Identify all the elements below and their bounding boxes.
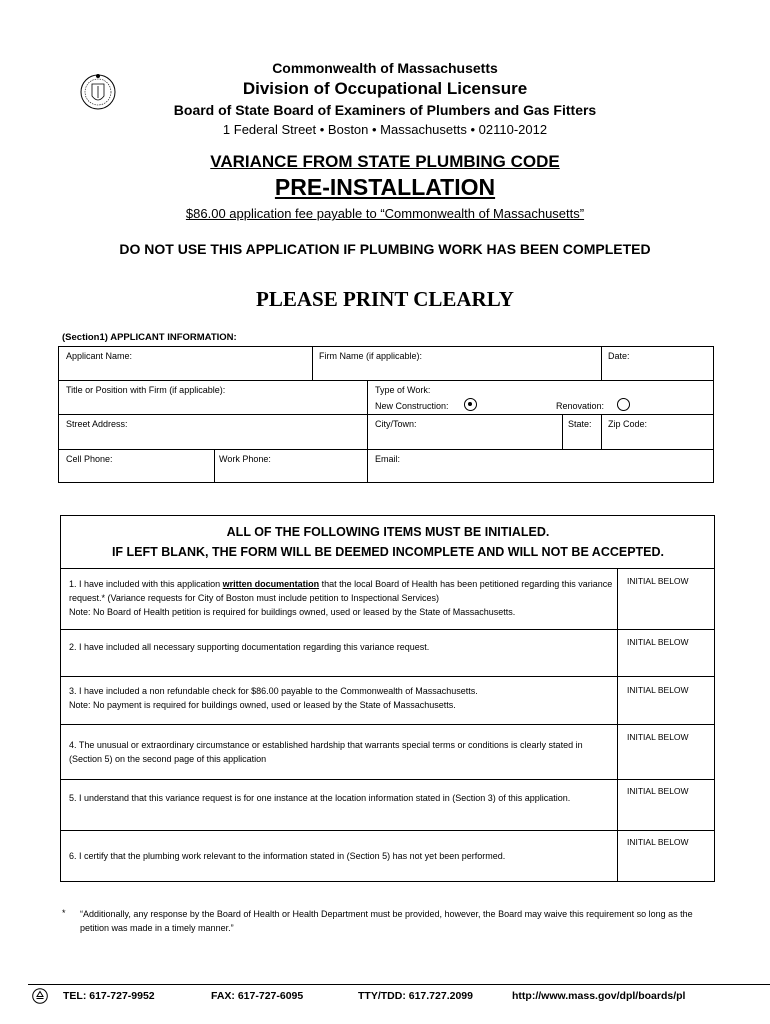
item-2-initial-field[interactable]: INITIAL BELOW [627, 637, 689, 647]
col-divider [601, 414, 602, 449]
street-address-field[interactable]: Street Address: [66, 419, 128, 429]
col-divider [367, 414, 368, 449]
col-divider [367, 380, 368, 414]
completed-work-warning: DO NOT USE THIS APPLICATION IF PLUMBING WORK HAS BEEN COMPLETED [119, 241, 651, 257]
city-town-field[interactable]: City/Town: [375, 419, 417, 429]
item-1-post: that the local Board of Health has been petitioned regarding this variance request.* (Variance requests for City of Boston must include petition to Inspectional Services) [69, 579, 613, 603]
board-heading: Board of State Board of Examiners of Plumbers and Gas Fitters [173, 102, 597, 118]
renovation-label: Renovation: [556, 401, 605, 411]
form-subtitle: PRE-INSTALLATION [274, 174, 496, 200]
footer-tty: TTY/TDD: 617.727.2099 [358, 990, 473, 1002]
item-3-note: Note: No payment is required for buildings owned, used or leased by the State of Massachusetts. [69, 700, 456, 710]
item-5-text: 5. I understand that this variance request is for one instance at the location information stated in (Section 3) of this application. [69, 793, 571, 803]
footer-telephone: TEL: 617-727-9952 [63, 990, 155, 1002]
division-heading: Division of Occupational Licensure [242, 79, 528, 98]
footer-website-link[interactable]: http://www.mass.gov/dpl/boards/pl [512, 990, 686, 1002]
applicant-name-field[interactable]: Applicant Name: [66, 351, 133, 361]
item-3-main: 3. I have included a non refundable check for $86.00 payable to the Commonwealth of Massachusetts. [69, 686, 478, 696]
new-construction-label: New Construction: [375, 401, 449, 411]
recycle-icon [32, 988, 48, 1004]
item-1-text [69, 577, 614, 619]
col-divider [214, 449, 215, 482]
row-divider [59, 414, 713, 415]
applicant-info-table [58, 346, 714, 483]
initial-requirement-heading: ALL OF THE FOLLOWING ITEMS MUST BE INITIALED. [226, 525, 550, 539]
footer-fax: FAX: 617-727-6095 [211, 990, 304, 1002]
commonwealth-heading: Commonwealth of Massachusetts [272, 60, 498, 76]
col-divider [601, 347, 602, 380]
item-6-text: 6. I certify that the plumbing work relevant to the information stated in (Section 5) has not yet been performed. [69, 851, 506, 861]
col-divider [367, 449, 368, 482]
footnote-text: “Additionally, any response by the Board of Health or Health Department must be provided, however, the Board may waive this requirement so long as the petition was made in a timely manner.” [80, 909, 693, 933]
work-phone-field[interactable]: Work Phone: [219, 454, 271, 464]
item-5-initial-field[interactable]: INITIAL BELOW [627, 786, 689, 796]
type-of-work-label: Type of Work: [375, 385, 431, 395]
date-field[interactable]: Date: [608, 351, 630, 361]
item-2-text: 2. I have included all necessary supporting documentation regarding this variance request. [69, 642, 430, 652]
renovation-radio[interactable] [617, 398, 630, 411]
item-4-text: 4. The unusual or extraordinary circumstance or established hardship that warrants special terms or conditions is clearly stated in (Section 5) on the second page of this application [69, 740, 583, 764]
please-print-heading: PLEASE PRINT CLEARLY [256, 287, 514, 311]
title-position-field[interactable]: Title or Position with Firm (if applicable): [66, 385, 226, 395]
cell-phone-field[interactable]: Cell Phone: [66, 454, 113, 464]
item-3-text [69, 684, 614, 712]
footer-divider [28, 984, 770, 985]
email-field[interactable]: Email: [375, 454, 401, 464]
row-divider [59, 449, 713, 450]
item-1-pre: 1. I have included with this application [69, 579, 223, 589]
form-title: VARIANCE FROM STATE PLUMBING CODE [210, 152, 560, 171]
state-field[interactable]: State: [568, 419, 592, 429]
item-6-initial-field[interactable]: INITIAL BELOW [627, 837, 689, 847]
item-1-note: Note: No Board of Health petition is required for buildings owned, used or leased by the State of Massachusetts. [69, 607, 516, 617]
item-3-initial-field[interactable]: INITIAL BELOW [627, 685, 689, 695]
col-divider [617, 568, 618, 881]
zip-code-field[interactable]: Zip Code: [608, 419, 648, 429]
col-divider [562, 414, 563, 449]
firm-name-field[interactable]: Firm Name (if applicable): [319, 351, 423, 361]
item-4-initial-field[interactable]: INITIAL BELOW [627, 732, 689, 742]
fee-note: $86.00 application fee payable to “Commonwealth of Massachusetts” [185, 206, 585, 221]
footnote-marker: * [62, 908, 66, 918]
new-construction-radio[interactable] [464, 398, 477, 411]
item-1-initial-field[interactable]: INITIAL BELOW [627, 576, 689, 586]
row-divider [59, 380, 713, 381]
address-line: 1 Federal Street • Boston • Massachusetts • 02110-2012 [222, 122, 548, 137]
initials-table [60, 515, 715, 882]
incomplete-warning-heading: IF LEFT BLANK, THE FORM WILL BE DEEMED INCOMPLETE AND WILL NOT BE ACCEPTED. [111, 545, 665, 559]
item-1-underlined: written documentation [222, 579, 320, 589]
section1-heading: (Section1) APPLICANT INFORMATION: [62, 332, 237, 343]
col-divider [312, 347, 313, 380]
